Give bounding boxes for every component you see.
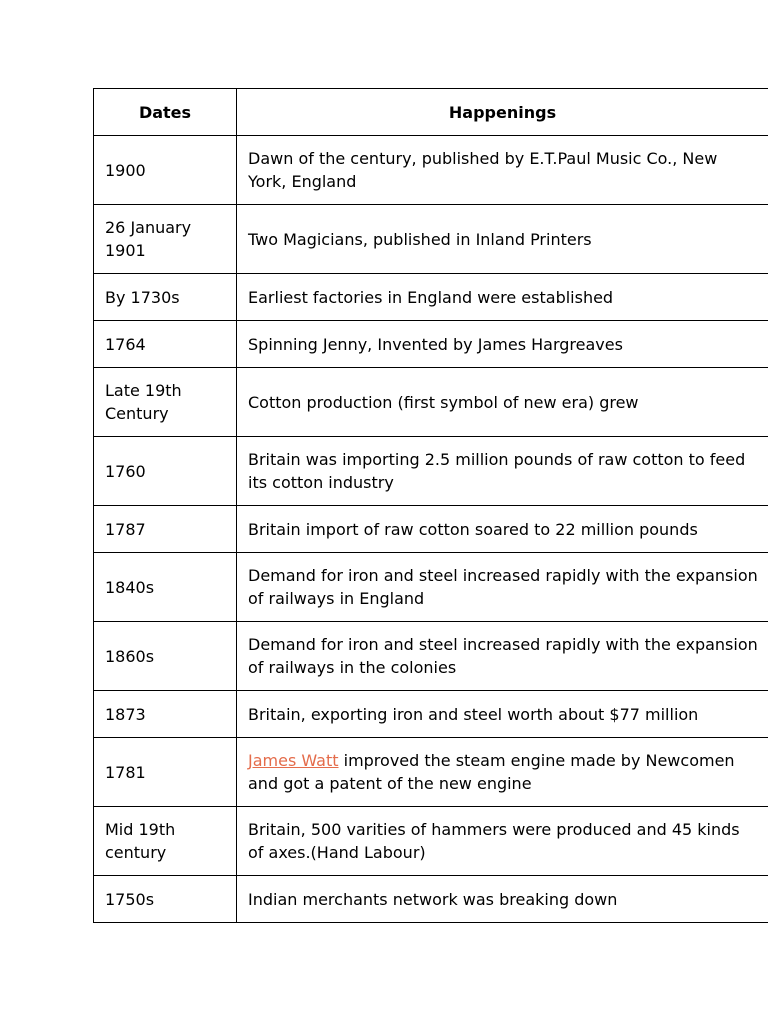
happening-cell: Demand for iron and steel increased rapidly with the expansion of railways in the colonies [237,622,768,691]
happening-cell: Britain, 500 varities of hammers were produced and 45 kinds of axes.(Hand Labour) [237,807,768,876]
happening-cell [237,738,768,807]
table-row [94,205,768,274]
date-cell: 1900 [94,136,237,205]
happening-cell: Britain was importing 2.5 million pounds of raw cotton to feed its cotton industry [237,437,768,506]
column-header-dates: Dates [94,89,237,136]
table-row [94,876,768,923]
date-cell: Mid 19th century [94,807,237,876]
happening-cell: Indian merchants network was breaking down [237,876,768,923]
date-cell: 26 January 1901 [94,205,237,274]
james-watt-link[interactable]: James Watt [248,751,339,770]
table-row [94,622,768,691]
date-cell: By 1730s [94,274,237,321]
date-cell: 1787 [94,506,237,553]
date-cell: 1760 [94,437,237,506]
happening-text: improved the steam engine made by Newcomen and got a patent of the new engine [248,751,735,793]
table-row [94,807,768,876]
date-cell: 1873 [94,691,237,738]
history-timeline-table [93,88,768,923]
table-row [94,691,768,738]
table-row [94,368,768,437]
happening-cell: Spinning Jenny, Invented by James Hargreaves [237,321,768,368]
happening-cell: Britain, exporting iron and steel worth about $77 million [237,691,768,738]
date-cell: 1781 [94,738,237,807]
table-row [94,437,768,506]
happening-cell: Dawn of the century, published by E.T.Paul Music Co., New York, England [237,136,768,205]
happening-cell: Cotton production (first symbol of new era) grew [237,368,768,437]
table-row [94,738,768,807]
happening-cell: Two Magicians, published in Inland Printers [237,205,768,274]
date-cell: 1750s [94,876,237,923]
table-row [94,321,768,368]
date-cell: 1860s [94,622,237,691]
table-header-row [94,89,768,136]
date-cell: Late 19th Century [94,368,237,437]
date-cell: 1764 [94,321,237,368]
table-row [94,506,768,553]
table-row [94,136,768,205]
date-cell: 1840s [94,553,237,622]
table-row [94,553,768,622]
happening-cell: Demand for iron and steel increased rapidly with the expansion of railways in England [237,553,768,622]
happening-cell: Britain import of raw cotton soared to 22 million pounds [237,506,768,553]
column-header-happenings: Happenings [237,89,768,136]
table-row [94,274,768,321]
happening-cell: Earliest factories in England were established [237,274,768,321]
